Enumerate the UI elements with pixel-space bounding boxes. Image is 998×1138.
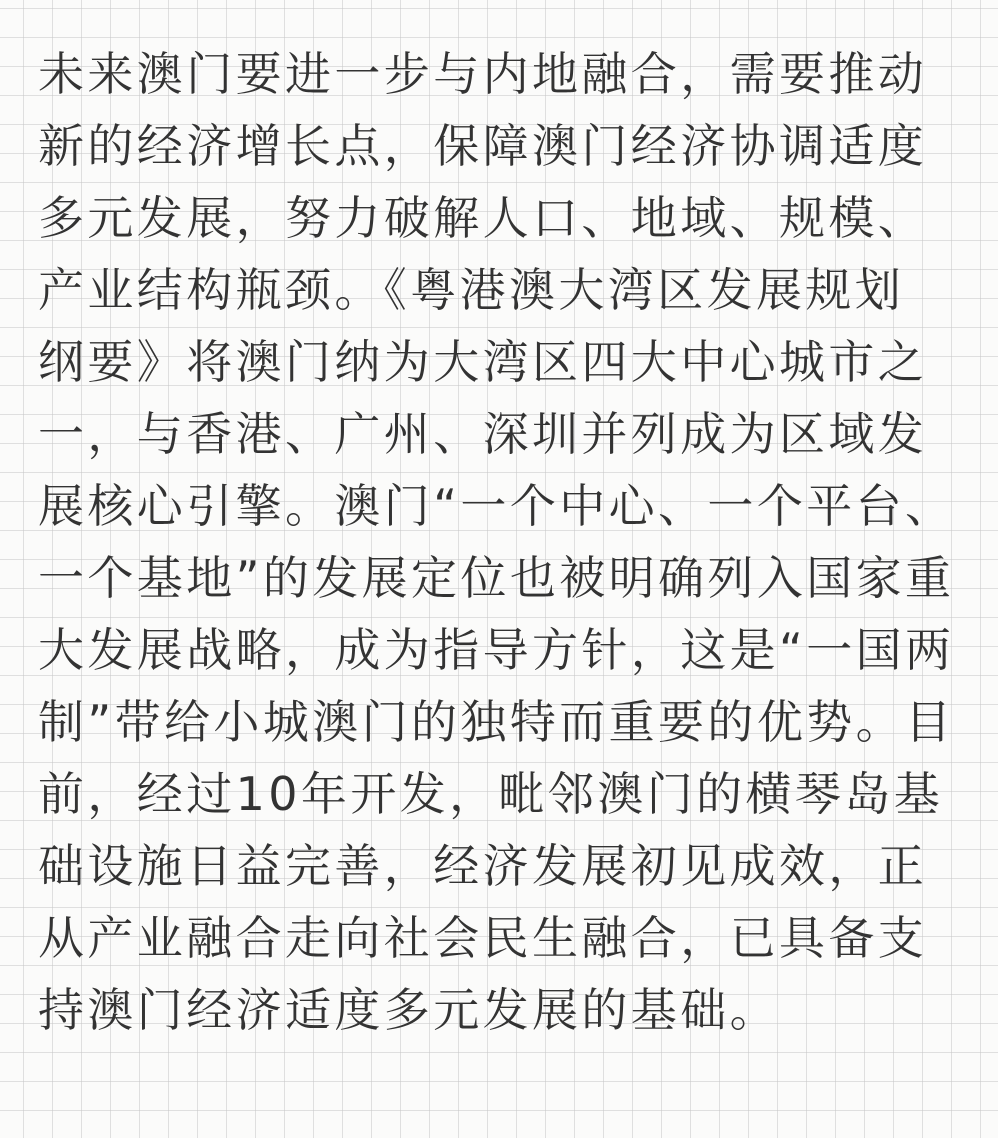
text-line: 产业结构瓶颈。《粤港澳大湾区发展规划 xyxy=(38,263,905,317)
text-line: 未来澳门要进一步与内地融合，需要推动 xyxy=(38,47,928,101)
text-line: 一，与香港、广州、深圳并列成为区域发 xyxy=(38,407,928,461)
text-line: 制”带给小城澳门的独特而重要的优势。目 xyxy=(38,695,955,749)
text-line: 持澳门经济适度多元发展的基础。 xyxy=(38,983,779,1037)
text-line: 从产业融合走向社会民生融合，已具备支 xyxy=(38,911,928,965)
text-line: 前，经过10年开发，毗邻澳门的横琴岛基 xyxy=(38,767,944,821)
text-line: 新的经济增长点，保障澳门经济协调适度 xyxy=(38,119,928,173)
text-line: 纲要》将澳门纳为大湾区四大中心城市之 xyxy=(38,335,928,389)
text-line: 展核心引擎。澳门“一个中心、一个平台、 xyxy=(38,479,955,533)
text-line: 础设施日益完善，经济发展初见成效，正 xyxy=(38,839,928,893)
text-line: 大发展战略，成为指导方针，这是“一国两 xyxy=(38,623,955,677)
text-line: 多元发展，努力破解人口、地域、规模、 xyxy=(38,191,928,245)
article-paragraph xyxy=(38,38,968,1046)
text-line: 一个基地”的发展定位也被明确列入国家重 xyxy=(38,551,955,605)
